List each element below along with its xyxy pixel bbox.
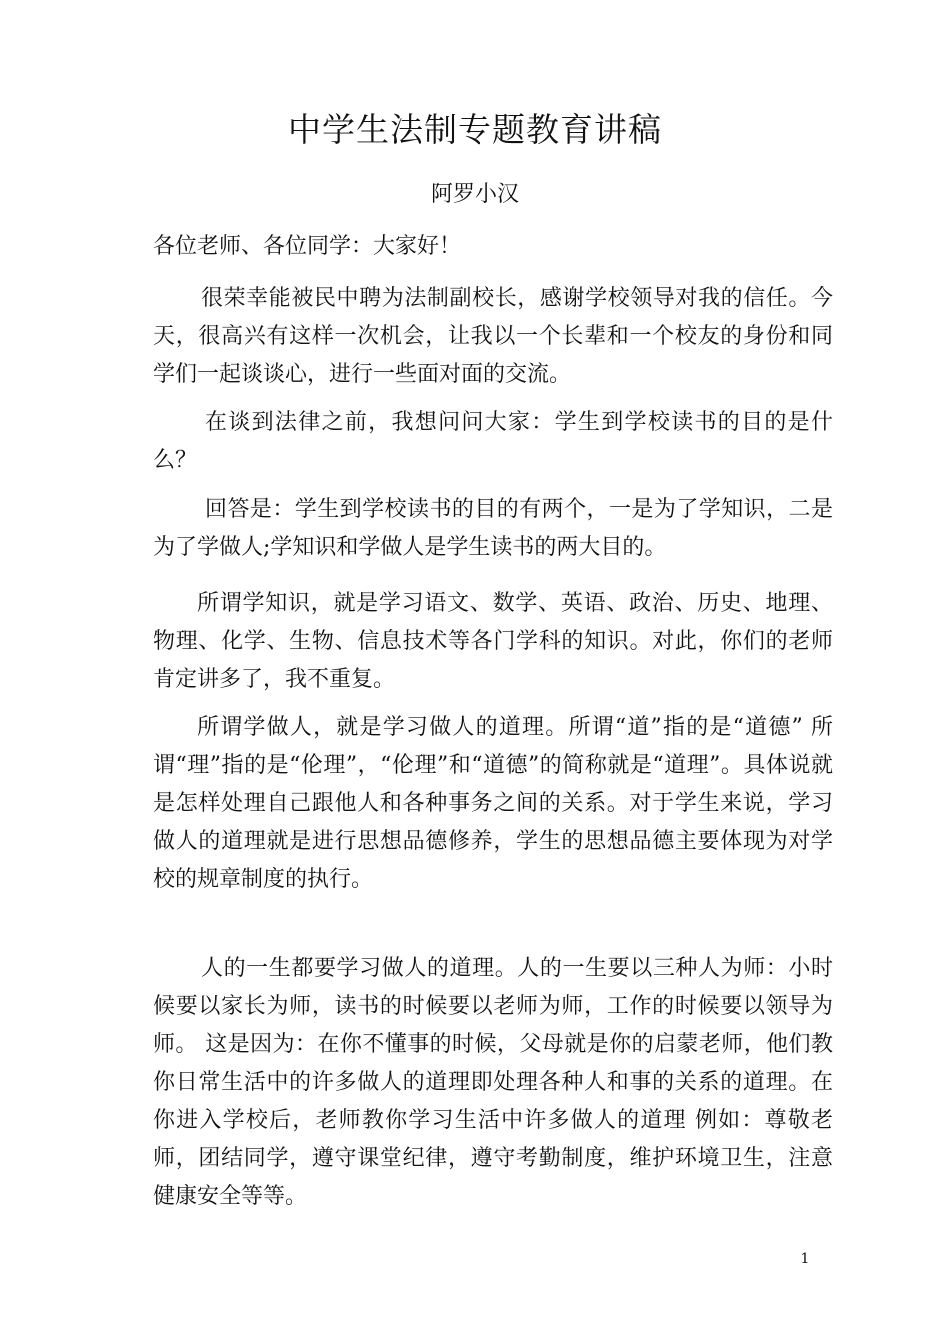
- page-number: 1: [800, 1251, 810, 1267]
- greeting-line: 各位老师、各位同学：大家好！: [153, 234, 462, 259]
- paragraph-1: 很荣幸能被民中聘为法制副校长，感谢学校领导对我的信任。今天，很高兴有这样一次机会，让我以一个长辈和一个校友的身份和同学们一起谈谈心，进行一些面对面的交流。: [153, 286, 833, 387]
- document-author: 阿罗小汉: [430, 182, 519, 207]
- paragraph-4: 所谓学知识，就是学习语文、数学、英语、政治、历史、地理、物理、化学、生物、信息技术等各门学科的知识。对此，你们的老师肯定讲多了，我不重复。: [153, 591, 833, 692]
- paragraph-5: 所谓学做人，就是学习做人的道理。所谓“道”指的是“道德” 所谓“理”指的是“伦理”，“伦理”和“道德”的简称就是“道理”。具体说就是怎样处理自己跟他人和各种事务之间的关系。对于学生来说，学习做人的道理就是进行思想品德修养，学生的思想品德主要体现为对学校的规章制度的执行。: [153, 715, 833, 892]
- document-title: 中学生法制专题教育讲稿: [288, 110, 662, 149]
- paragraph-3: 回答是：学生到学校读书的目的有两个，一是为了学知识，二是为了学做人;学知识和学做人是学生读书的两大目的。: [153, 497, 833, 560]
- paragraph-6: 人的一生都要学习做人的道理。人的一生要以三种人为师：小时候要以家长为师，读书的时候要以老师为师，工作的时候要以领导为师。 这是因为：在你不懂事的时候，父母就是你的启蒙老师，他们教你日常生活中的许多做人的道理即处理各种人和事的关系的道理。在你进入学校后，老师教你学习生活中许多做人的道理 例如：尊敬老师，团结同学，遵守课堂纪律，遵守考勤制度，维护环境卫生，注意健康安全等等。: [153, 956, 833, 1209]
- paragraph-2: 在谈到法律之前，我想问问大家：学生到学校读书的目的是什么？: [153, 410, 833, 473]
